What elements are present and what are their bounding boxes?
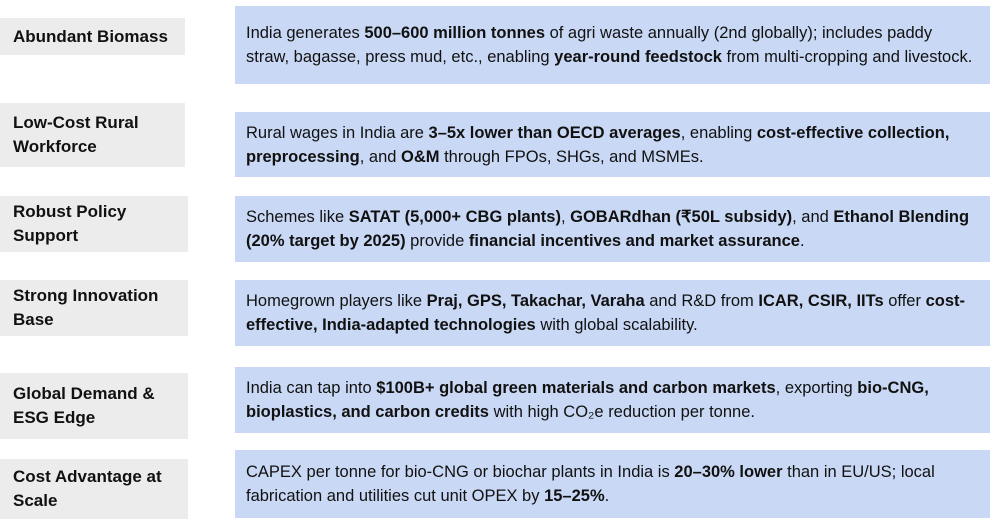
row-label-text: Global Demand & ESG Edge (13, 384, 155, 427)
text: India generates (246, 24, 365, 42)
text: of agri waste annually (2nd globally); includes paddy straw, bagasse, press mud, etc., enabling (246, 24, 933, 66)
text: offer (883, 292, 926, 310)
row-label-text: Strong Innovation Base (13, 286, 159, 329)
bold-text: SATAT (5,000+ CBG plants) (348, 208, 561, 226)
row-desc-global-demand (235, 367, 990, 433)
bold-text: Ethanol Blending (20% target by 2025) (246, 208, 970, 250)
row-label-abundant-biomass (0, 18, 185, 55)
row-label-global-demand (0, 373, 188, 439)
bold-text: 3–5x lower than OECD averages (428, 123, 681, 142)
row-desc-policy-support (235, 196, 990, 262)
row-label-policy-support (0, 196, 188, 252)
bold-text: 500–600 million tonnes (364, 24, 545, 42)
text: with global scalability. (535, 316, 698, 334)
text: from multi-cropping and livestock. (721, 48, 973, 66)
text: and R&D from (644, 292, 759, 310)
row-desc-text (246, 289, 978, 337)
bold-text: ICAR, CSIR, IITs (758, 292, 884, 310)
bold-text: cost-effective, India-adapted technologies (246, 292, 965, 334)
bold-text: Praj, GPS, Takachar, Varaha (426, 292, 645, 310)
bold-text: financial incentives and market assurance (468, 232, 800, 250)
bold-text: O&M (401, 147, 440, 166)
text: with high CO₂e reduction per tonne. (488, 403, 755, 421)
row-desc-text (246, 460, 978, 508)
text: provide (405, 232, 469, 250)
text: than in EU/US; local fabrication and utilities cut unit OPEX by (246, 463, 935, 505)
text: , enabling (680, 123, 757, 142)
row-desc-text (246, 376, 978, 424)
row-desc-abundant-biomass (235, 6, 990, 84)
bold-text: GOBARdhan (₹50L subsidy) (570, 208, 793, 226)
bold-text: $100B+ global green materials and carbon markets (376, 379, 776, 397)
text: Schemes like (246, 208, 349, 226)
row-desc-text (246, 205, 978, 253)
text: Rural wages in India are (246, 123, 429, 142)
text: , (560, 208, 571, 226)
text: CAPEX per tonne for bio-CNG or biochar plants in India is (246, 463, 675, 481)
row-label-text: Abundant Biomass (13, 26, 168, 46)
bold-text: cost-effective collection, preprocessing (246, 123, 950, 166)
row-desc-cost-advantage (235, 450, 990, 518)
row-label-text: Robust Policy Support (13, 202, 127, 245)
text: , and (359, 147, 402, 166)
text: . (799, 232, 805, 250)
bold-text: year-round feedstock (554, 48, 722, 66)
row-desc-text (246, 21, 978, 69)
text: India can tap into (246, 379, 377, 397)
text: through FPOs, SHGs, and MSMEs. (439, 147, 704, 166)
row-desc-text (246, 121, 978, 169)
bold-text: bio-CNG, bioplastics, and carbon credits (246, 379, 929, 421)
bold-text: 20–30% lower (674, 463, 783, 481)
row-label-cost-advantage (0, 459, 188, 519)
text: , and (792, 208, 834, 226)
text: Homegrown players like (246, 292, 427, 310)
text: , exporting (775, 379, 858, 397)
row-label-innovation-base (0, 280, 188, 336)
row-desc-innovation-base (235, 280, 990, 346)
row-label-low-cost-workforce (0, 103, 185, 167)
row-desc-low-cost-workforce (235, 112, 990, 177)
text: . (604, 487, 610, 505)
bold-text: 15–25% (544, 487, 605, 505)
row-label-text: Cost Advantage at Scale (13, 467, 162, 510)
row-label-text: Low-Cost Rural Workforce (13, 113, 139, 156)
